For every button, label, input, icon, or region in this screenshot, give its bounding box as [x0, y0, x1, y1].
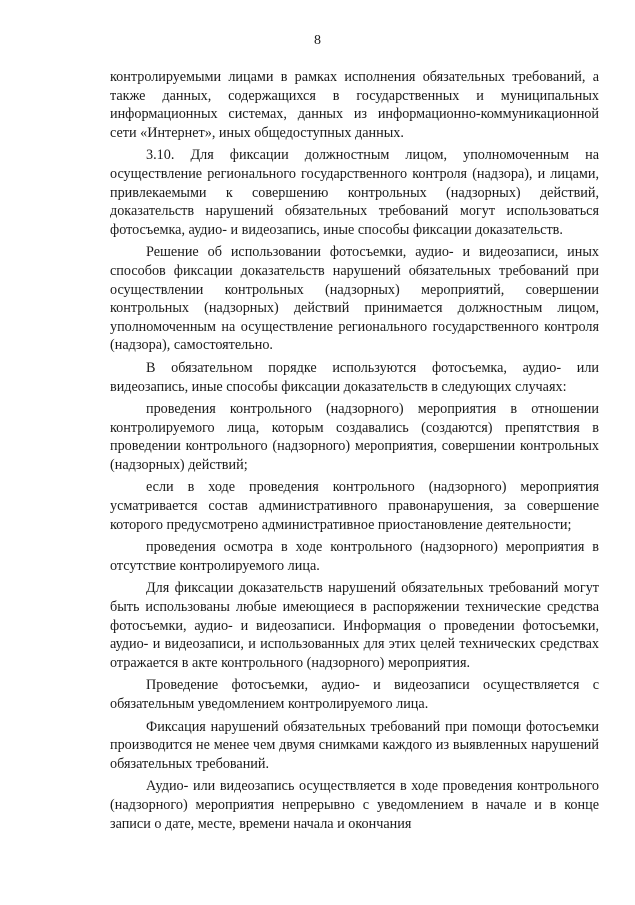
paragraph: Решение об использовании фотосъемки, аудио- и видеозаписи, иных способов фиксации доказательств нарушений обязательных требований при осуществлении контрольных (надзорных) мероприятий, совершении контрольных (надзорных) действий принимается должностным лицом, уполномоченным на осуществление регионального государственного контроля (надзора), самостоятельно. [110, 244, 599, 354]
paragraph: если в ходе проведения контрольного (надзорного) мероприятия усматривается состав административного правонарушения, за совершение которого предусмотрено административное приостановление деятельности; [110, 479, 599, 533]
paragraph: 3.10. Для фиксации должностным лицом, уполномоченным на осуществление регионального государственного контроля (надзора), и лицами, привлекаемыми к совершению контрольных (надзорных) действий, доказательств нарушений обязательных требований могут использоваться фотосъемка, аудио- и видеозапись, иные способы фиксации доказательств. [110, 147, 599, 238]
document-body [110, 68, 599, 837]
paragraph: Аудио- или видеозапись осуществляется в ходе проведения контрольного (надзорного) мероприятия непрерывно с уведомлением в начале и в конце записи о дате, месте, времени начала и окончания [110, 778, 599, 832]
paragraph: контролируемыми лицами в рамках исполнения обязательных требований, а также данных, содержащихся в государственных и муниципальных информационных системах, данных из информационно-коммуникационной сети «Интернет», иных общедоступных данных. [110, 69, 599, 141]
paragraph: В обязательном порядке используются фотосъемка, аудио- или видеозапись, иные способы фиксации доказательств в следующих случаях: [110, 359, 599, 395]
paragraph: проведения контрольного (надзорного) мероприятия в отношении контролируемого лица, которым создавались (создаются) препятствия в проведении контрольного (надзорного) мероприятия, совершении контрольных (надзорных) действий; [110, 401, 599, 473]
paragraph: Проведение фотосъемки, аудио- и видеозаписи осуществляется с обязательным уведомлением контролируемого лица. [110, 677, 599, 712]
paragraph: Фиксация нарушений обязательных требований при помощи фотосъемки производится не менее чем двумя снимками каждого из выявленных нарушений обязательных требований. [110, 718, 599, 772]
paragraph: Для фиксации доказательств нарушений обязательных требований могут быть использованы любые имеющиеся в распоряжении технические средства фотосъемки, аудио- и видеозаписи. Информация о проведении фотосъемки, аудио- и видеозаписи, и использованных для этих целей технических средствах отражается в акте контрольного (надзорного) мероприятия. [110, 580, 599, 671]
page-number: 8 [314, 33, 321, 48]
paragraph: проведения осмотра в ходе контрольного (надзорного) мероприятия в отсутствие контролируемого лица. [110, 539, 599, 574]
